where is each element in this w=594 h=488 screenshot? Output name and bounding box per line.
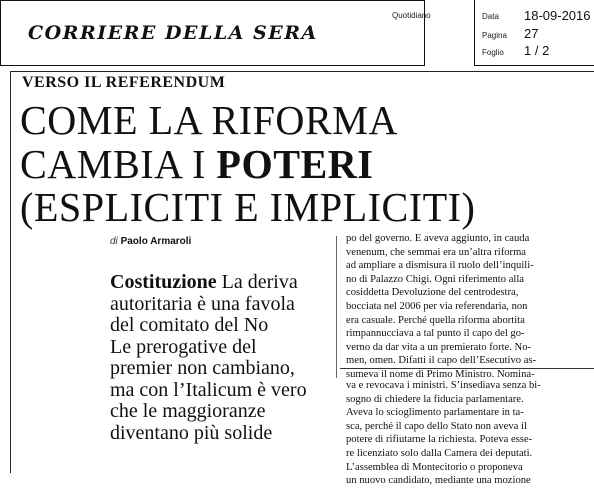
article-kicker: VERSO IL REFERENDUM — [22, 74, 226, 91]
headline-line-2-text: CAMBIA I — [20, 141, 217, 187]
summary-line: ma con l’Italicum è vero — [110, 378, 307, 401]
body-line: sogno di chiedere la fiducia parlamentare. — [346, 393, 524, 405]
body-line: ad ampliare a dismisura il ruolo dell’inquili- — [346, 260, 534, 272]
article-summary — [110, 272, 332, 444]
summary-line: premier non cambiano, — [110, 357, 295, 379]
headline-line-2 — [20, 141, 374, 187]
body-line: un nuovo candidato, mediante una mozione — [346, 475, 531, 487]
headline-line-1: COME LA RIFORMA — [20, 97, 398, 143]
newspaper-masthead: CORRIERE DELLA SERA — [28, 22, 318, 44]
body-text-column-1 — [346, 232, 536, 382]
summary-lead: Costituzione — [110, 271, 217, 293]
body-line: rimpannucciava a tal punto il capo del go- — [346, 328, 525, 340]
body-line: Aveva lo scioglimento parlamentare in ta- — [346, 407, 524, 419]
body-line: venenum, che semmai era un’altra riforma — [346, 246, 527, 258]
body-line: no di Palazzo Chigi. Ogni riferimento alla — [346, 273, 524, 285]
body-line: potere di rifiutarne la richiesta. Poteva esse- — [346, 434, 533, 446]
byline-prefix: di — [110, 236, 118, 247]
body-line: sca, perché il capo dello Stato non aveva il — [346, 420, 527, 432]
body-line: L’assemblea di Montecitorio o proponeva — [346, 461, 523, 473]
author-name: Paolo Armaroli — [120, 236, 192, 247]
byline — [110, 236, 191, 247]
summary-line — [110, 272, 332, 294]
page-label: Pagina — [482, 31, 507, 40]
body-line: re licenziato solo dalla Camera dei deputati. — [346, 447, 533, 459]
body-line: men, omen. Difatti il capo dell’Esecutivo as- — [346, 355, 537, 367]
summary-line: Le prerogative del — [110, 335, 257, 358]
summary-lead-rest: La deriva — [216, 271, 298, 293]
body-line: era casuale. Perché quella riforma abortita — [346, 314, 525, 326]
date-label: Data — [482, 12, 499, 21]
sheet-value: 1 / 2 — [524, 43, 550, 58]
summary-line: autoritaria è una favola — [110, 292, 295, 315]
body-line — [346, 232, 536, 246]
page-value: 27 — [524, 26, 539, 41]
body-line: verno da dar vita a un premierato forte. No- — [346, 341, 532, 353]
publication-type-label: Quotidiano — [392, 11, 431, 20]
body-line: cosiddetta Devoluzione del centrodestra, — [346, 287, 519, 299]
body-line: va e revocava i ministri. S’insediava senza bi- — [346, 380, 541, 391]
column-rule — [340, 368, 594, 369]
headline-emphasis: POTERI — [216, 141, 374, 187]
body-line: sumeva il nome di Primo Ministro. Nomina- — [346, 368, 535, 380]
date-value: 18-09-2016 — [524, 8, 591, 23]
article-frame-top — [10, 71, 594, 72]
body-line-text: po del governo. E aveva aggiunto, in cauda — [346, 233, 530, 244]
summary-line: del comitato del No — [110, 314, 269, 336]
body-line: bocciata nel 2006 per via referendaria, non — [346, 300, 528, 312]
body-text-column-2 — [346, 379, 541, 488]
summary-line: diventano più solide — [110, 421, 273, 444]
headline-line-3: (ESPLICITI E IMPLICITI) — [20, 184, 476, 230]
sheet-label: Foglio — [482, 48, 504, 57]
summary-line: che le maggioranze — [110, 400, 266, 422]
article-frame-left — [10, 71, 11, 473]
column-divider — [336, 236, 337, 378]
